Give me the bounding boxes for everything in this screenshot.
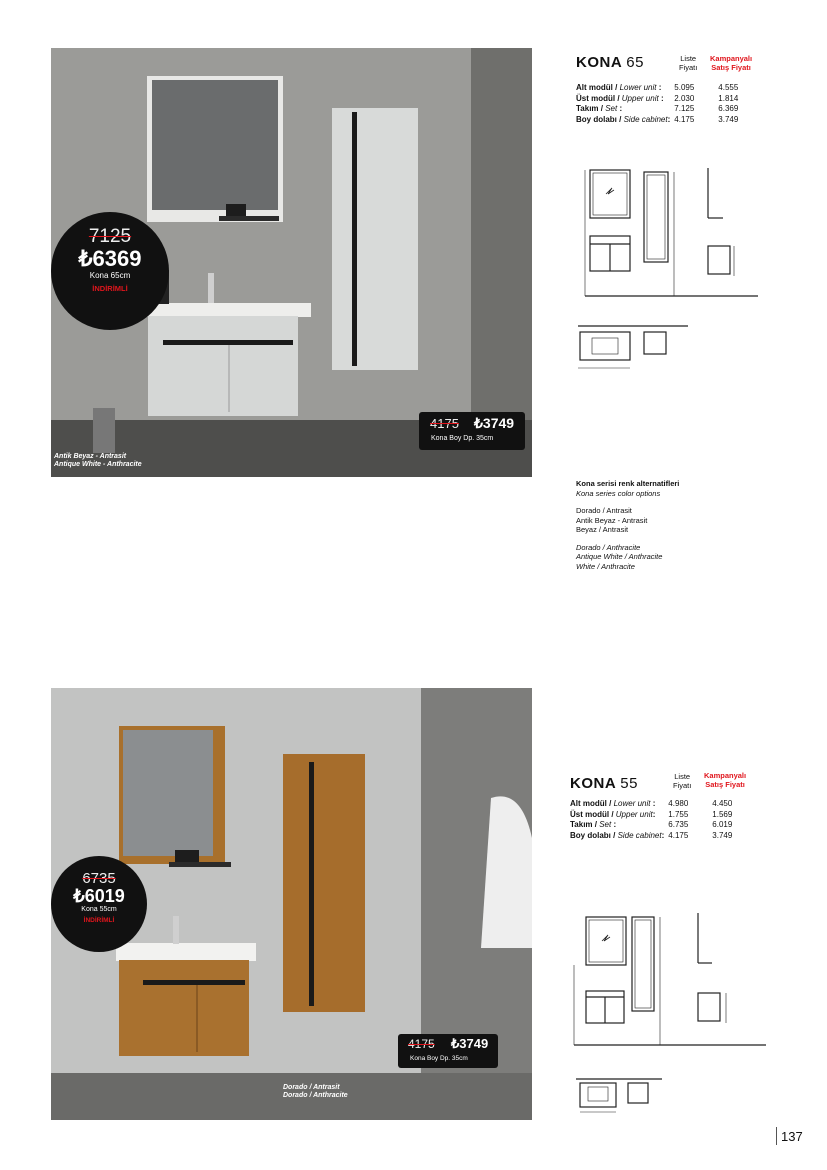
table-row (570, 810, 752, 821)
row-label (570, 820, 664, 831)
row-label (576, 104, 670, 115)
kona-65-caption-en: Antique White - Anthracite (54, 461, 142, 468)
kona-65-size: 65 (626, 54, 644, 71)
row-label-tr: Boy dolabı / (576, 114, 624, 124)
kona-65-photo (51, 48, 532, 477)
kona-55-discount-label: İNDİRİMLİ (83, 917, 115, 924)
table-row (570, 831, 752, 842)
row-label (570, 799, 664, 810)
row-campaign-price: 1.814 (718, 93, 739, 103)
row-label-tr: Takım / (576, 104, 606, 113)
row-list-price: 1.755 (668, 809, 689, 819)
kona-65-side-old-price: 4175 (430, 416, 459, 431)
kona-65-spec (576, 54, 796, 144)
row-label-tr: Boy dolabı / (570, 830, 618, 840)
kona-55-name: KONA (570, 775, 616, 792)
kona-65-price-badge (51, 212, 169, 330)
row-sep: : (652, 809, 656, 819)
table-row (576, 104, 758, 115)
row-list-price: 6.735 (668, 820, 689, 829)
row-list-price: 2.030 (674, 93, 695, 103)
row-campaign-price: 4.555 (718, 83, 739, 92)
kona-55-price-badge (51, 856, 147, 952)
color-options-title: Kona serisi renk alternatifleri (576, 479, 680, 488)
row-sep: : (613, 820, 617, 829)
color-options-title-en: Kona series color options (576, 488, 661, 498)
kona-55-old-price: 6735 (82, 870, 116, 887)
row-label-en: Upper unit (621, 93, 659, 103)
kona-55-badge-label: Kona 55cm (81, 906, 117, 913)
color-option-en: Antique White / Anthracite (576, 552, 663, 561)
row-list-price: 4.175 (668, 830, 689, 840)
list-header-line1: Liste (680, 54, 697, 63)
spacer (576, 535, 679, 543)
row-label-tr: Üst modül / (576, 93, 622, 103)
color-option-tr: Beyaz / Antrasit (576, 525, 629, 534)
row-sep: : (667, 114, 671, 124)
kona-65-list-header (679, 54, 697, 72)
list-header-line1: Liste (674, 772, 691, 781)
row-label (576, 115, 670, 126)
campaign-header-line1: Kampanyalı (704, 771, 747, 780)
table-row (576, 83, 758, 94)
kona-65-name: KONA (576, 54, 622, 71)
kona-65-title (576, 54, 644, 71)
kona-65-caption-tr: Antik Beyaz - Antrasit (54, 453, 127, 460)
row-label-en: Set (605, 104, 618, 113)
kona-55-photo (51, 688, 532, 1120)
kona-65-price-table (576, 83, 758, 125)
table-row (576, 94, 758, 105)
kona-65-campaign-header (710, 54, 752, 72)
table-row (570, 820, 752, 831)
row-label-tr: Alt modül / (576, 83, 620, 92)
row-sep: : (619, 104, 623, 113)
campaign-header-line2: Satış Fiyatı (705, 780, 745, 789)
color-option-tr: Antik Beyaz - Antrasit (576, 515, 648, 525)
kona-55-caption (283, 1084, 348, 1100)
kona-55-technical-drawing (566, 905, 766, 1115)
kona-55-side-label: Kona Boy Dp. 35cm (410, 1055, 468, 1062)
kona-55-spec (570, 771, 790, 861)
row-campaign-price: 4.450 (712, 799, 733, 808)
kona-65-old-price: 7125 (88, 226, 132, 247)
color-option-en: Dorado / Anthracite (576, 542, 641, 552)
kona-65-technical-drawing (578, 158, 758, 380)
table-row (570, 799, 752, 810)
kona-65-badge-label: Kona 65cm (89, 271, 131, 280)
row-label-tr: Üst modül / (570, 809, 616, 819)
kona-color-options (576, 479, 679, 571)
kona-65-discount-label: İNDİRİMLİ (92, 284, 128, 293)
kona-65-side-current-price: ₺3749 (474, 415, 515, 431)
kona-55-caption-tr: Dorado / Antrasit (283, 1084, 340, 1091)
row-list-price: 4.175 (674, 114, 695, 124)
list-header-line2: Fiyatı (679, 63, 698, 72)
row-campaign-price: 3.749 (718, 114, 739, 124)
row-label-en: Side cabinet (623, 114, 668, 124)
campaign-header-line1: Kampanyalı (710, 54, 753, 63)
page-number: 137 (776, 1127, 803, 1145)
kona-65-side-label: Kona Boy Dp. 35cm (431, 435, 494, 442)
kona-55-current-price: ₺6019 (73, 886, 125, 906)
kona-55-list-header (673, 772, 691, 790)
row-campaign-price: 6.019 (712, 820, 733, 829)
kona-55-caption-en: Dorado / Anthracite (283, 1092, 348, 1099)
color-option-tr: Dorado / Antrasit (576, 506, 632, 515)
row-label-tr: Alt modül / (570, 799, 614, 808)
row-list-price: 5.095 (674, 83, 695, 92)
row-label (570, 810, 664, 821)
row-campaign-price: 3.749 (712, 830, 733, 840)
kona-55-side-old-price: 4175 (408, 1037, 435, 1051)
row-sep: : (661, 830, 665, 840)
row-label-en: Upper unit (615, 809, 653, 819)
row-campaign-price: 1.569 (712, 809, 733, 819)
list-header-line2: Fiyatı (673, 781, 692, 790)
kona-55-side-current-price: ₺3749 (451, 1036, 489, 1051)
row-label (576, 94, 670, 105)
spacer (576, 498, 679, 506)
row-label-en: Lower unit (613, 799, 651, 808)
row-list-price: 4.980 (668, 799, 689, 808)
row-list-price: 7.125 (674, 104, 695, 113)
kona-55-campaign-header (704, 771, 746, 789)
kona-65-current-price: ₺6369 (78, 246, 142, 271)
row-label-en: Set (599, 820, 612, 829)
row-sep: : (658, 83, 662, 92)
row-label (570, 831, 664, 842)
row-label (576, 83, 670, 94)
kona-55-size: 55 (620, 775, 638, 792)
row-label-tr: Takım / (570, 820, 600, 829)
table-row (576, 115, 758, 126)
campaign-header-line2: Satış Fiyatı (711, 63, 751, 72)
row-label-en: Side cabinet (617, 830, 662, 840)
row-campaign-price: 6.369 (718, 104, 739, 113)
kona-65-caption (54, 453, 142, 469)
color-option-en: White / Anthracite (576, 561, 635, 571)
kona-55-title (570, 775, 638, 792)
kona-65-side-cabinet-badge (419, 412, 525, 450)
row-sep: : (660, 93, 664, 103)
row-label-en: Lower unit (619, 83, 657, 92)
kona-55-price-table (570, 799, 752, 841)
kona-55-side-cabinet-badge (398, 1034, 498, 1068)
row-sep: : (652, 799, 656, 808)
